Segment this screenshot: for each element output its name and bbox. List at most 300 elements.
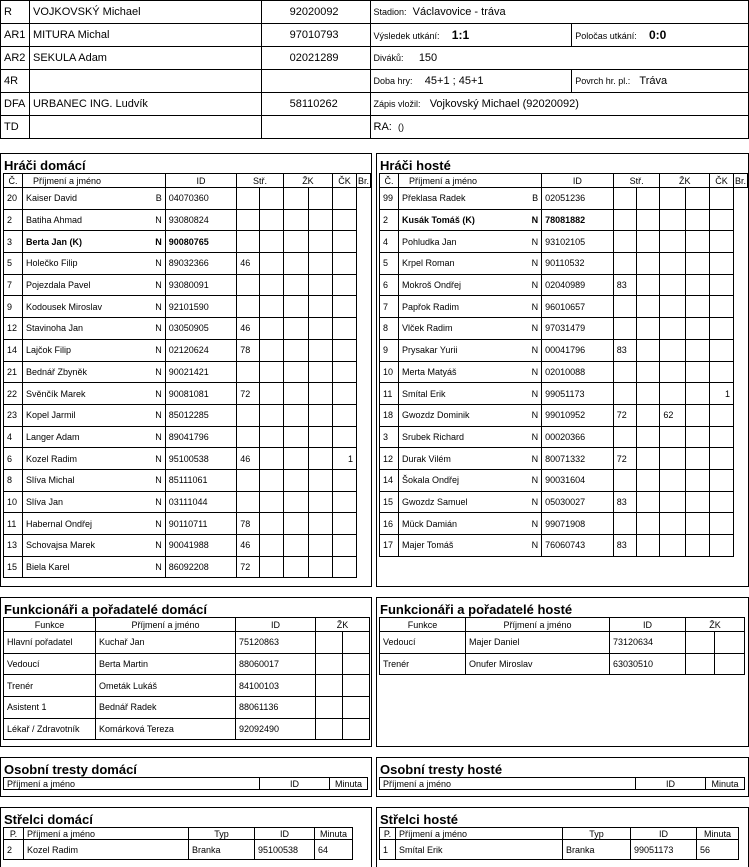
player-number: 10	[4, 491, 23, 513]
section-title: Hráči hosté	[380, 158, 451, 173]
player-number: 3	[4, 231, 23, 253]
player-goals	[333, 318, 357, 340]
player-name-cell	[398, 188, 541, 210]
official-id	[261, 70, 370, 93]
player-yellow-card	[283, 535, 309, 557]
surface-value: Tráva	[639, 75, 668, 87]
player-name: Pojezdala Pavel	[25, 280, 91, 291]
player-row	[380, 296, 748, 318]
player-id: 93080824	[165, 209, 237, 231]
player-row	[380, 209, 748, 231]
player-row	[4, 404, 371, 426]
player-row	[380, 274, 748, 296]
scorer-order: 2	[4, 840, 24, 860]
player-id: 02010088	[542, 361, 614, 383]
col-zk: ŽK	[316, 618, 370, 632]
ra-value: ()	[397, 122, 404, 132]
col-num: Č.	[4, 174, 23, 188]
official-yellow-card	[316, 675, 343, 697]
player-row	[380, 491, 748, 513]
player-id: 89032366	[165, 253, 237, 275]
official-name: MITURA Michal	[29, 24, 261, 47]
col-id: ID	[610, 618, 686, 632]
official-id: 92020092	[261, 1, 370, 24]
player-name: Majer Tomáš	[401, 540, 454, 551]
player-yellow-card	[283, 426, 309, 448]
player-id: 97031479	[542, 318, 614, 340]
player-name-cell	[398, 253, 541, 275]
official-empty	[715, 632, 745, 654]
player-substitution: 72	[613, 448, 636, 470]
player-yellow-card	[283, 404, 309, 426]
official-code: AR1	[1, 24, 30, 47]
player-substitution	[237, 274, 260, 296]
player-name-cell	[398, 535, 541, 557]
player-name-cell	[22, 188, 165, 210]
player-red-card	[309, 426, 333, 448]
player-name: Biela Karel	[25, 562, 70, 573]
player-number: 6	[4, 448, 23, 470]
player-row	[380, 513, 748, 535]
player-substitution	[237, 231, 260, 253]
player-yellow-card	[283, 513, 309, 535]
player-red-card	[309, 404, 333, 426]
surface-cell	[572, 70, 749, 93]
player-empty	[260, 296, 284, 318]
player-row	[4, 209, 371, 231]
player-red-card	[686, 491, 710, 513]
col-zk: ŽK	[686, 618, 745, 632]
scorer-row	[4, 840, 353, 860]
player-id: 95100538	[165, 448, 237, 470]
section-title: Hráči domácí	[4, 158, 86, 173]
player-empty	[260, 383, 284, 405]
player-id: 85012285	[165, 404, 237, 426]
duration-cell	[370, 70, 572, 93]
player-yellow-card	[660, 253, 686, 275]
player-name-cell	[22, 535, 165, 557]
scorer-minute: 56	[697, 840, 739, 860]
player-yellow-card	[283, 274, 309, 296]
scorer-order: 1	[380, 840, 396, 860]
player-name-cell	[398, 209, 541, 231]
player-substitution: 83	[613, 339, 636, 361]
col-p: P.	[4, 828, 24, 840]
player-name: Batiha Ahmad	[25, 215, 82, 226]
player-yellow-card	[660, 209, 686, 231]
player-red-card	[686, 513, 710, 535]
player-goals	[710, 491, 734, 513]
player-row	[380, 361, 748, 383]
player-name: Stavinoha Jan	[25, 323, 83, 334]
player-red-card	[686, 404, 710, 426]
player-name-cell	[22, 274, 165, 296]
away-officials-section	[376, 597, 749, 747]
col-id: ID	[636, 778, 706, 790]
scorer-row	[380, 840, 739, 860]
recorded-cell	[370, 93, 748, 116]
player-row	[380, 535, 748, 557]
official-name: SEKULA Adam	[29, 47, 261, 70]
player-red-card	[686, 448, 710, 470]
official-function: Trenér	[380, 653, 466, 675]
player-id: 90110532	[542, 253, 614, 275]
player-substitution: 72	[237, 556, 260, 578]
player-name: Papřok Radim	[401, 301, 459, 312]
player-name-cell	[22, 448, 165, 470]
player-red-card	[686, 339, 710, 361]
player-empty	[636, 274, 660, 296]
player-name-cell	[22, 426, 165, 448]
official-function: Asistent 1	[4, 697, 96, 719]
player-red-card	[309, 231, 333, 253]
player-number: 11	[4, 513, 23, 535]
official-id: 88061136	[236, 697, 316, 719]
player-row	[380, 469, 748, 491]
official-id: 58110262	[261, 93, 370, 116]
official-row	[4, 697, 370, 719]
player-number: 12	[380, 448, 399, 470]
player-number: 4	[380, 231, 399, 253]
player-row	[4, 469, 371, 491]
scorer-name: Smítal Erik	[396, 840, 563, 860]
player-name: Kusák Tomáš (K)	[401, 215, 475, 226]
player-goals	[333, 274, 357, 296]
player-red-card	[686, 535, 710, 557]
player-yellow-card	[283, 209, 309, 231]
player-red-card	[309, 469, 333, 491]
player-number: 11	[380, 383, 399, 405]
player-substitution	[613, 296, 636, 318]
player-id: 89041796	[165, 426, 237, 448]
player-goals	[333, 426, 357, 448]
col-zk: ŽK	[660, 174, 710, 188]
player-red-card	[309, 209, 333, 231]
player-name: Svěnčík Marek	[25, 388, 86, 399]
col-num: Č.	[380, 174, 399, 188]
col-minute: Minuta	[706, 778, 745, 790]
player-substitution	[237, 361, 260, 383]
player-name: Prysakar Yurii	[401, 345, 458, 356]
player-yellow-card	[660, 513, 686, 535]
player-substitution: 46	[237, 253, 260, 275]
player-red-card	[309, 448, 333, 470]
player-substitution: 46	[237, 318, 260, 340]
player-yellow-card	[283, 253, 309, 275]
official-id: 73120634	[610, 632, 686, 654]
player-row	[4, 383, 371, 405]
player-number: 16	[380, 513, 399, 535]
player-empty	[636, 231, 660, 253]
official-code: 4R	[1, 70, 30, 93]
player-name-cell	[398, 426, 541, 448]
player-goals	[710, 318, 734, 340]
player-goals	[710, 231, 734, 253]
player-empty	[260, 318, 284, 340]
player-number: 5	[380, 253, 399, 275]
official-id: 75120863	[236, 632, 316, 654]
player-substitution	[237, 209, 260, 231]
section-title: Funkcionáři a pořadatelé domácí	[4, 602, 207, 617]
player-empty	[260, 491, 284, 513]
player-name-cell	[398, 491, 541, 513]
official-id: 88060017	[236, 653, 316, 675]
player-row	[380, 231, 748, 253]
player-yellow-card	[283, 556, 309, 578]
official-row	[4, 675, 370, 697]
scorer-id: 95100538	[255, 840, 315, 860]
player-empty	[636, 253, 660, 275]
player-empty	[636, 448, 660, 470]
player-substitution: 83	[613, 274, 636, 296]
player-goals	[710, 253, 734, 275]
player-name-cell	[398, 274, 541, 296]
match-header	[0, 0, 749, 139]
player-number: 99	[380, 188, 399, 210]
player-number: 10	[380, 361, 399, 383]
player-name-cell	[398, 339, 541, 361]
col-br: Br.	[734, 175, 746, 186]
player-flag: N	[531, 496, 539, 507]
player-id: 92101590	[165, 296, 237, 318]
player-flag: N	[155, 540, 162, 551]
player-flag: N	[531, 540, 539, 551]
player-number: 8	[4, 469, 23, 491]
player-substitution	[237, 188, 260, 210]
official-function: Vedoucí	[4, 653, 96, 675]
player-name: Pohludka Jan	[401, 236, 457, 247]
col-name: Příjmení a jméno	[96, 618, 236, 632]
player-number: 8	[380, 318, 399, 340]
section-title: Osobní tresty hosté	[380, 762, 503, 777]
player-row	[380, 448, 748, 470]
player-number: 14	[4, 339, 23, 361]
player-name: Merta Matyáš	[401, 366, 457, 377]
player-yellow-card	[660, 339, 686, 361]
player-goals	[710, 448, 734, 470]
official-code: DFA	[1, 93, 30, 116]
player-name-cell	[22, 296, 165, 318]
player-red-card	[686, 253, 710, 275]
player-goals: 1	[710, 383, 734, 405]
col-minute: Minuta	[330, 778, 368, 790]
official-empty	[343, 653, 370, 675]
col-id: ID	[255, 828, 315, 840]
player-substitution	[613, 231, 636, 253]
player-red-card	[686, 469, 710, 491]
player-empty	[260, 556, 284, 578]
section-title: Střelci hosté	[380, 812, 459, 827]
official-id: 84100103	[236, 675, 316, 697]
player-number: 15	[4, 556, 23, 578]
player-id: 90041988	[165, 535, 237, 557]
player-goals	[710, 535, 734, 557]
player-name-cell	[22, 361, 165, 383]
player-flag: N	[155, 453, 162, 464]
official-name: Berta Martin	[96, 653, 236, 675]
official-name	[29, 116, 261, 139]
player-empty	[260, 448, 284, 470]
home-penalties-section	[0, 757, 372, 797]
player-name-cell	[398, 231, 541, 253]
home-scorers-table	[3, 827, 353, 860]
result-label: Výsledek utkání:	[373, 31, 440, 41]
player-goals	[710, 404, 734, 426]
col-id: ID	[542, 174, 614, 188]
official-id: 63030510	[610, 653, 686, 675]
player-row	[4, 188, 371, 210]
player-substitution: 72	[237, 383, 260, 405]
official-name: URBANEC ING. Ludvík	[29, 93, 261, 116]
player-name: Bednář Zbyněk	[25, 366, 87, 377]
player-flag: N	[531, 475, 539, 486]
col-name: Příjmení a jméno	[380, 778, 636, 790]
player-name-cell	[398, 404, 541, 426]
official-id: 02021289	[261, 47, 370, 70]
player-name-cell	[398, 296, 541, 318]
player-substitution: 72	[613, 404, 636, 426]
player-flag: N	[155, 323, 162, 334]
player-name: Kaiser David	[25, 193, 77, 204]
player-goals	[333, 188, 357, 210]
player-id: 76060743	[542, 535, 614, 557]
col-st: Stř.	[237, 174, 284, 188]
away-officials-table	[379, 617, 745, 675]
home-scorers-section	[0, 807, 372, 867]
player-empty	[636, 426, 660, 448]
player-goals	[333, 535, 357, 557]
result-value: 1:1	[451, 28, 470, 42]
player-number: 20	[4, 188, 23, 210]
player-name: Slíva Jan	[25, 496, 63, 507]
player-yellow-card	[660, 383, 686, 405]
player-name-cell	[398, 318, 541, 340]
player-yellow-card	[283, 318, 309, 340]
player-row	[380, 383, 748, 405]
player-goals	[333, 209, 357, 231]
official-name: Bednář Radek	[96, 697, 236, 719]
player-substitution	[237, 296, 260, 318]
player-goals	[710, 188, 734, 210]
official-yellow-card	[316, 632, 343, 654]
player-yellow-card	[660, 426, 686, 448]
away-penalties-table	[379, 777, 745, 790]
player-flag: N	[531, 366, 539, 377]
player-id: 99010952	[542, 404, 614, 426]
player-substitution	[237, 469, 260, 491]
player-empty	[636, 209, 660, 231]
player-goals	[333, 491, 357, 513]
player-row	[4, 491, 371, 513]
player-empty	[636, 404, 660, 426]
player-id: 03111044	[165, 491, 237, 513]
official-row	[4, 718, 370, 740]
col-name: Příjmení a jméno	[466, 618, 610, 632]
player-goals	[333, 556, 357, 578]
player-substitution: 83	[613, 491, 636, 513]
player-name: Překlasa Radek	[401, 193, 466, 204]
player-id: 04070360	[165, 188, 237, 210]
player-id: 90031604	[542, 469, 614, 491]
halftime-cell	[572, 24, 749, 47]
player-yellow-card	[660, 231, 686, 253]
player-flag: N	[155, 475, 162, 486]
player-number: 12	[4, 318, 23, 340]
player-flag: N	[531, 388, 539, 399]
player-flag: N	[155, 345, 162, 356]
player-yellow-card	[283, 188, 309, 210]
official-row	[380, 632, 745, 654]
official-function: Trenér	[4, 675, 96, 697]
player-flag: N	[155, 562, 162, 573]
player-name: Mück Damián	[401, 518, 457, 529]
player-red-card	[686, 274, 710, 296]
player-number: 15	[380, 491, 399, 513]
section-title: Osobní tresty domácí	[4, 762, 137, 777]
col-br: Br.	[357, 175, 369, 186]
official-name: Kuchař Jan	[96, 632, 236, 654]
player-substitution: 46	[237, 448, 260, 470]
player-empty	[636, 339, 660, 361]
player-red-card	[309, 318, 333, 340]
spectators-value: 150	[418, 52, 438, 64]
player-flag: N	[155, 236, 162, 247]
official-code: AR2	[1, 47, 30, 70]
col-ck: ČK	[333, 174, 357, 188]
player-flag: N	[531, 453, 539, 464]
player-id: 90080765	[165, 231, 237, 253]
player-red-card	[309, 296, 333, 318]
player-yellow-card: 62	[660, 404, 686, 426]
spectators-label: Diváků:	[373, 53, 404, 63]
player-red-card	[686, 383, 710, 405]
player-goals	[710, 274, 734, 296]
duration-label: Doba hry:	[373, 76, 413, 86]
player-name: Srubek Richard	[401, 431, 464, 442]
col-id: ID	[260, 778, 330, 790]
official-code: TD	[1, 116, 30, 139]
col-st: Stř.	[613, 174, 660, 188]
player-yellow-card	[660, 188, 686, 210]
player-substitution	[613, 209, 636, 231]
player-yellow-card	[660, 318, 686, 340]
recorded-value: Vojkovský Michael (92020092)	[429, 98, 579, 110]
player-red-card	[309, 339, 333, 361]
player-empty	[260, 231, 284, 253]
player-goals	[710, 513, 734, 535]
player-id: 90021421	[165, 361, 237, 383]
player-empty	[636, 535, 660, 557]
ra-cell	[370, 116, 748, 139]
official-id: 92092490	[236, 718, 316, 740]
player-substitution: 83	[613, 535, 636, 557]
player-row	[4, 361, 371, 383]
official-name: VOJKOVSKÝ Michael	[29, 1, 261, 24]
player-row	[380, 318, 748, 340]
player-yellow-card	[660, 491, 686, 513]
player-name: Mokroš Ondřej	[401, 280, 461, 291]
halftime-label: Poločas utkání:	[575, 31, 637, 41]
player-yellow-card	[660, 448, 686, 470]
player-empty	[636, 188, 660, 210]
player-name: Durak Vilém	[401, 453, 451, 464]
stadium-label: Stadion:	[373, 7, 407, 17]
player-row	[380, 426, 748, 448]
col-p: P.	[380, 828, 396, 840]
col-id: ID	[631, 828, 697, 840]
away-scorers-table	[379, 827, 739, 860]
player-name: Slíva Michal	[25, 475, 75, 486]
